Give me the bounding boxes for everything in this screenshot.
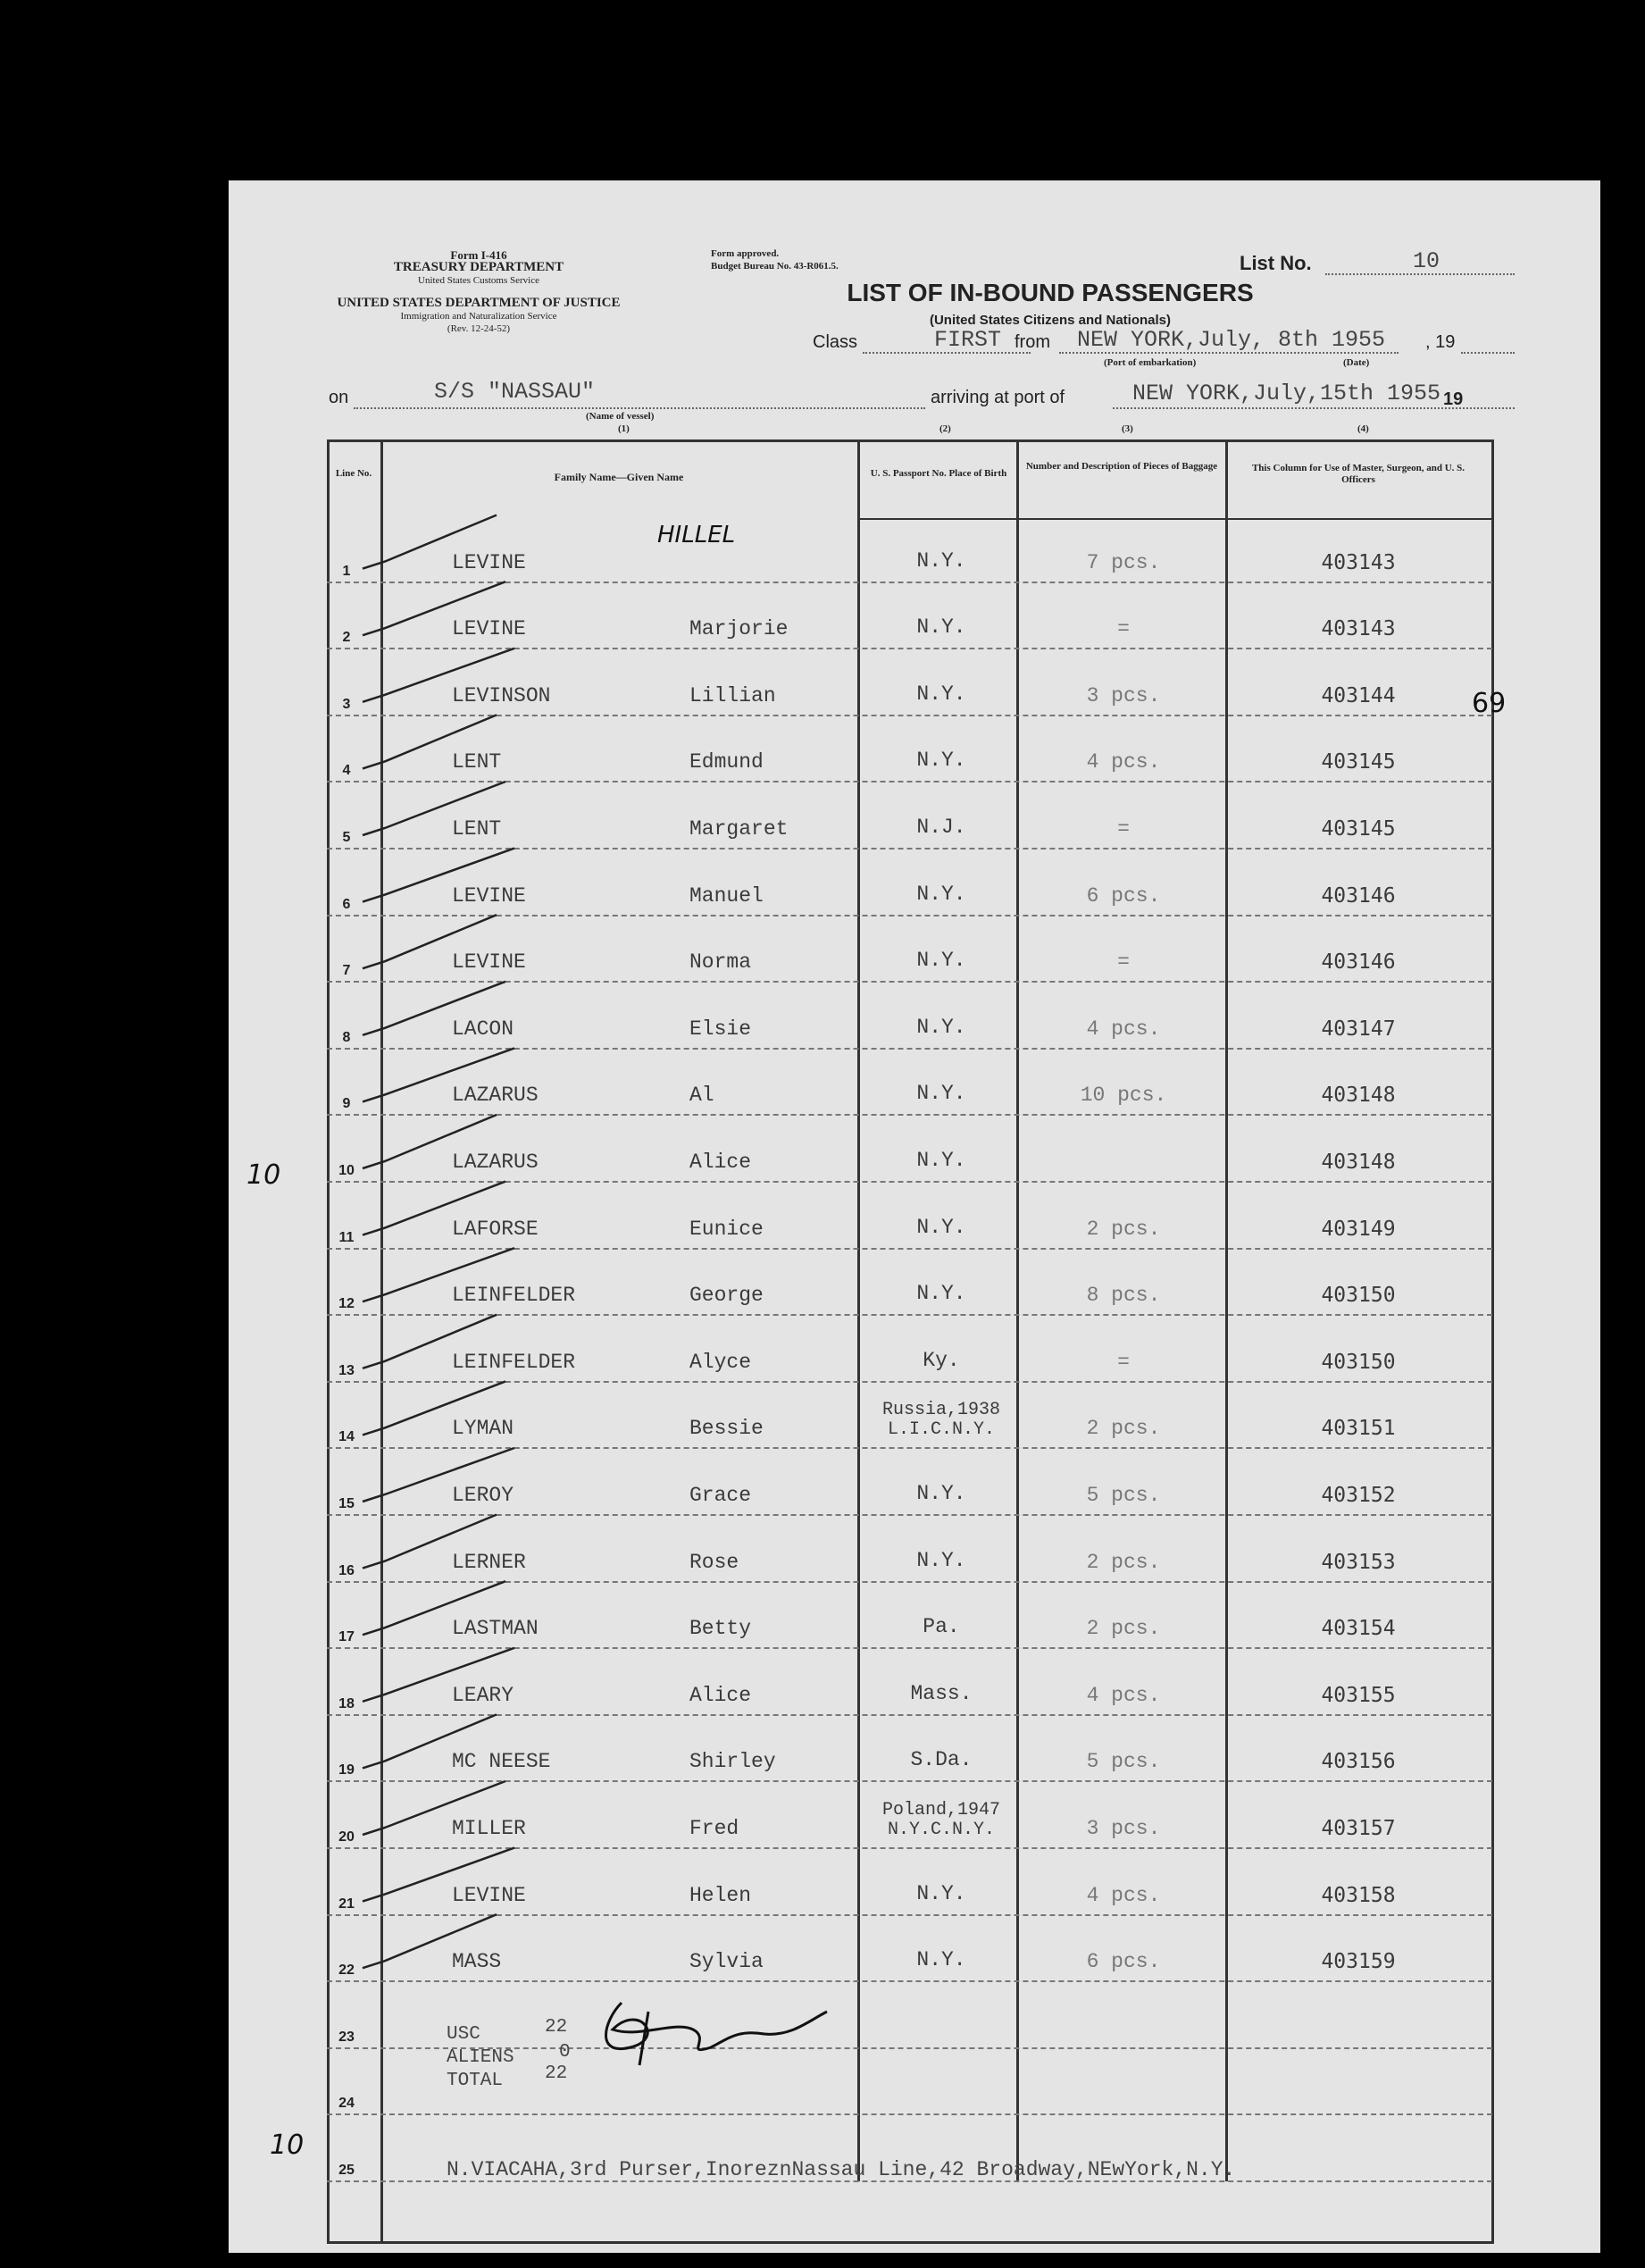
officer-code: 403145 [1321,750,1396,774]
family-name: LASTMAN [452,1617,539,1641]
row3-margin-note: 69 [1472,688,1507,719]
given-name: Alice [689,1151,752,1174]
col-head-line: Line No. [335,468,372,479]
baggage: 6 pcs. [1086,1950,1161,1974]
given-name: Fred [689,1817,739,1840]
given-name: Lillian [689,683,776,707]
family-name: LEVINE [452,950,526,975]
family-name: LERNER [452,1550,526,1574]
col-num-1: (1) [618,423,630,434]
officer-code: 403155 [1321,1683,1396,1707]
line-number: 20 [338,1829,355,1845]
family-name: LEROY [452,1484,514,1507]
family-name: LYMAN [452,1417,514,1441]
place-of-birth: Mass. [910,1681,973,1705]
line-number: 11 [338,1229,355,1245]
line-number: 24 [338,2096,355,2112]
budget-bureau: Budget Bureau No. 43-R061.5. [711,261,839,272]
revision-label: (Rev. 12-24-52) [447,323,511,334]
place-of-birth: N.Y. [916,682,966,706]
form-number: Form I-416 [450,248,507,262]
officer-code: 403143 [1321,550,1396,574]
officer-code: 403153 [1321,1550,1396,1574]
place-of-birth: Russia,1938 L.I.C.N.Y. [881,1400,1001,1441]
handwritten-given-name: HILLEL [657,522,736,548]
baggage: = [1117,1350,1130,1374]
line-number: 21 [338,1896,355,1912]
given-name: Rose [689,1550,739,1574]
check-mark [363,1914,497,1968]
ins-label: Immigration and Naturalization Service [400,311,557,322]
line-number: 18 [338,1695,355,1711]
officer-code: 403148 [1321,1151,1396,1174]
family-name: LEVINE [452,550,526,574]
family-name: LAZARUS [452,1151,539,1174]
line-number: 2 [342,630,351,646]
officer-code: 403154 [1321,1617,1396,1641]
place-of-birth: N.J. [916,816,966,839]
col-head-name: Family Name—Given Name [554,471,684,483]
baggage: 4 pcs. [1086,1883,1161,1907]
given-name: George [689,1284,764,1308]
place-of-birth: N.Y. [916,1881,966,1905]
place-of-birth: N.Y. [916,548,966,573]
officer-code: 403145 [1321,817,1396,841]
officer-code: 403157 [1321,1817,1396,1840]
place-of-birth: N.Y. [916,1215,966,1239]
given-name: Alyce [689,1350,752,1374]
officer-code: 403158 [1321,1883,1396,1907]
check-mark [363,649,514,702]
left-margin-note: 10 [246,1159,281,1191]
baggage: 7 pcs. [1086,550,1161,574]
given-name: Sylvia [689,1950,764,1974]
place-of-birth: N.Y. [916,1015,966,1039]
year-suffix: , 19 [1425,332,1456,352]
place-of-birth: Poland,1947 N.Y.C.N.Y. [881,1800,1001,1840]
usc-value: 22 [545,2017,568,2038]
officer-code: 403151 [1321,1417,1396,1441]
check-marks [229,180,1600,2253]
purser-signature-line: N.VIACAHA,3rd Purser,InoreznNassau Line,42 Broadway,NEwYork,N.Y. [447,2158,1236,2181]
officer-code: 403146 [1321,950,1396,975]
vessel-label: (Name of vessel) [586,411,655,422]
place-of-birth: N.Y. [916,1482,966,1505]
usc-label: USC [447,2024,480,2045]
given-name: Bessie [689,1417,764,1441]
given-name: Betty [689,1617,752,1641]
port-embark-label: (Port of embarkation) [1104,357,1197,368]
check-mark [363,582,505,635]
given-name: Edmund [689,750,764,774]
place-of-birth: N.Y. [916,1548,966,1572]
line-number: 8 [342,1029,351,1045]
officer-code: 403147 [1321,1017,1396,1041]
baggage: 5 pcs. [1086,1484,1161,1507]
check-mark [363,1248,514,1301]
list-number-value: 10 [1413,248,1440,274]
family-name: LEINFELDER [452,1284,576,1308]
baggage: 4 pcs. [1086,1683,1161,1707]
baggage: 6 pcs. [1086,883,1161,908]
line-number: 19 [338,1762,355,1778]
col-num-2: (2) [939,423,951,434]
line-number: 4 [342,763,351,779]
family-name: LAFORSE [452,1217,539,1241]
place-of-birth: N.Y. [916,749,966,773]
baggage: 2 pcs. [1086,1617,1161,1641]
check-mark [363,1048,514,1101]
from-label: from [1015,332,1050,352]
line-number: 13 [338,1362,355,1378]
check-mark [363,915,497,968]
officer-code: 403143 [1321,617,1396,641]
arriving-year: 19 [1443,389,1464,409]
check-mark [363,982,505,1035]
total-label: TOTAL [447,2071,504,2091]
given-name: Helen [689,1883,752,1907]
place-of-birth: Ky. [923,1348,960,1372]
baggage: 4 pcs. [1086,750,1161,774]
place-of-birth: N.Y. [916,615,966,640]
given-name: Elsie [689,1017,752,1041]
date-label: (Date) [1343,357,1370,368]
officer-code: 403144 [1321,683,1396,707]
class-label: Class [813,332,858,352]
check-mark [363,849,514,902]
line-number: 17 [338,1629,355,1645]
baggage: = [1117,617,1130,641]
check-mark [363,515,497,569]
baggage: 4 pcs. [1086,1017,1161,1041]
officer-code: 403150 [1321,1284,1396,1308]
vessel-name: S/S "NASSAU" [434,379,596,405]
arriving-value: NEW YORK,July,15th 1955 [1132,381,1441,406]
place-of-birth: N.Y. [916,882,966,906]
line-number: 9 [342,1096,351,1112]
place-of-birth: N.Y. [916,1082,966,1106]
line-number: 6 [342,896,351,912]
baggage: = [1117,950,1130,975]
line-number: 16 [338,1562,355,1578]
check-mark [363,1714,497,1768]
family-name: MASS [452,1950,502,1974]
line-number: 7 [342,963,351,979]
check-mark [363,715,497,768]
line-number: 5 [342,830,351,845]
baggage: 2 pcs. [1086,1550,1161,1574]
place-of-birth: N.Y. [916,1282,966,1306]
place-of-birth: N.Y. [916,949,966,973]
line-number: 23 [338,2029,355,2045]
family-name: MC NEESE [452,1750,551,1774]
family-name: LACON [452,1017,514,1041]
check-mark [363,1448,514,1502]
line-number: 10 [338,1163,355,1178]
given-name: Grace [689,1484,752,1507]
check-mark [363,1315,497,1368]
officer-code: 403150 [1321,1350,1396,1374]
on-label: on [329,388,349,407]
line-number: 25 [338,2163,355,2178]
officer-code: 403148 [1321,1084,1396,1108]
place-of-birth: S.Da. [910,1748,973,1772]
check-mark [363,1515,497,1569]
from-value: NEW YORK,July, 8th 1955 [1077,327,1386,353]
customs-service: United States Customs Service [418,275,539,286]
line-number: 1 [342,563,351,579]
given-name: Shirley [689,1750,776,1774]
officer-code: 403152 [1321,1484,1396,1507]
given-name: Eunice [689,1217,764,1241]
family-name: LENT [452,750,502,774]
check-mark [363,1115,497,1168]
family-name: LEARY [452,1683,514,1707]
line-number: 3 [342,696,351,712]
col-num-4: (4) [1357,423,1369,434]
page-subtitle: (United States Citizens and Nationals) [929,313,1172,328]
baggage: 3 pcs. [1086,683,1161,707]
aliens-label: ALIENS [447,2047,514,2068]
total-value: 22 [545,2063,568,2084]
check-mark [363,1848,514,1902]
class-value: FIRST [934,327,1002,353]
given-name: Alice [689,1683,752,1707]
baggage: 2 pcs. [1086,1217,1161,1241]
officer-code: 403149 [1321,1217,1396,1241]
given-name: Margaret [689,817,789,841]
page-title: LIST OF IN-BOUND PASSENGERS [847,279,1254,306]
baggage: 8 pcs. [1086,1284,1161,1308]
baggage: = [1117,817,1130,841]
family-name: LEINFELDER [452,1350,576,1374]
officer-code: 403156 [1321,1750,1396,1774]
justice-department: UNITED STATES DEPARTMENT OF JUSTICE [337,296,621,310]
given-name: Manuel [689,883,764,908]
check-mark [363,782,505,835]
baggage: 5 pcs. [1086,1750,1161,1774]
bottom-margin-note: 10 [270,2130,305,2161]
given-name: Al [689,1084,714,1108]
baggage: 3 pcs. [1086,1817,1161,1840]
check-mark [363,1648,514,1702]
line-number: 15 [338,1496,355,1511]
line-number: 14 [338,1429,355,1445]
col-head-passport: U. S. Passport No. Place of Birth [870,468,1007,479]
officer-code: 403146 [1321,883,1396,908]
form-approved: Form approved. [711,248,780,259]
family-name: LEVINE [452,1883,526,1907]
col-head-officers: This Column for Use of Master, Surgeon, and U. S. Officers [1251,463,1465,485]
line-number: 12 [338,1296,355,1312]
family-name: LEVINE [452,883,526,908]
check-mark [363,1381,505,1435]
family-name: LAZARUS [452,1084,539,1108]
check-mark [363,1781,505,1835]
family-name: LEVINSON [452,683,551,707]
line-number: 22 [338,1963,355,1979]
aliens-value: 0 [559,2042,571,2063]
baggage: 10 pcs. [1080,1084,1167,1108]
place-of-birth: N.Y. [916,1948,966,1972]
family-name: LEVINE [452,617,526,641]
baggage: 2 pcs. [1086,1417,1161,1441]
arriving-label: arriving at port of [931,388,1065,407]
family-name: MILLER [452,1817,526,1840]
passenger-list-form [229,180,1600,2253]
officer-code: 403159 [1321,1950,1396,1974]
place-of-birth: N.Y. [916,1149,966,1172]
given-name: Norma [689,950,752,975]
col-head-baggage: Number and Description of Pieces of Baggage [1025,461,1218,472]
family-name: LENT [452,817,502,841]
check-mark [363,1182,505,1235]
col-num-3: (3) [1122,423,1133,434]
list-number-label: List No. [1240,252,1312,274]
check-mark [363,1581,505,1635]
place-of-birth: Pa. [923,1615,960,1639]
department-name: TREASURY DEPARTMENT [393,260,564,274]
given-name: Marjorie [689,617,789,641]
